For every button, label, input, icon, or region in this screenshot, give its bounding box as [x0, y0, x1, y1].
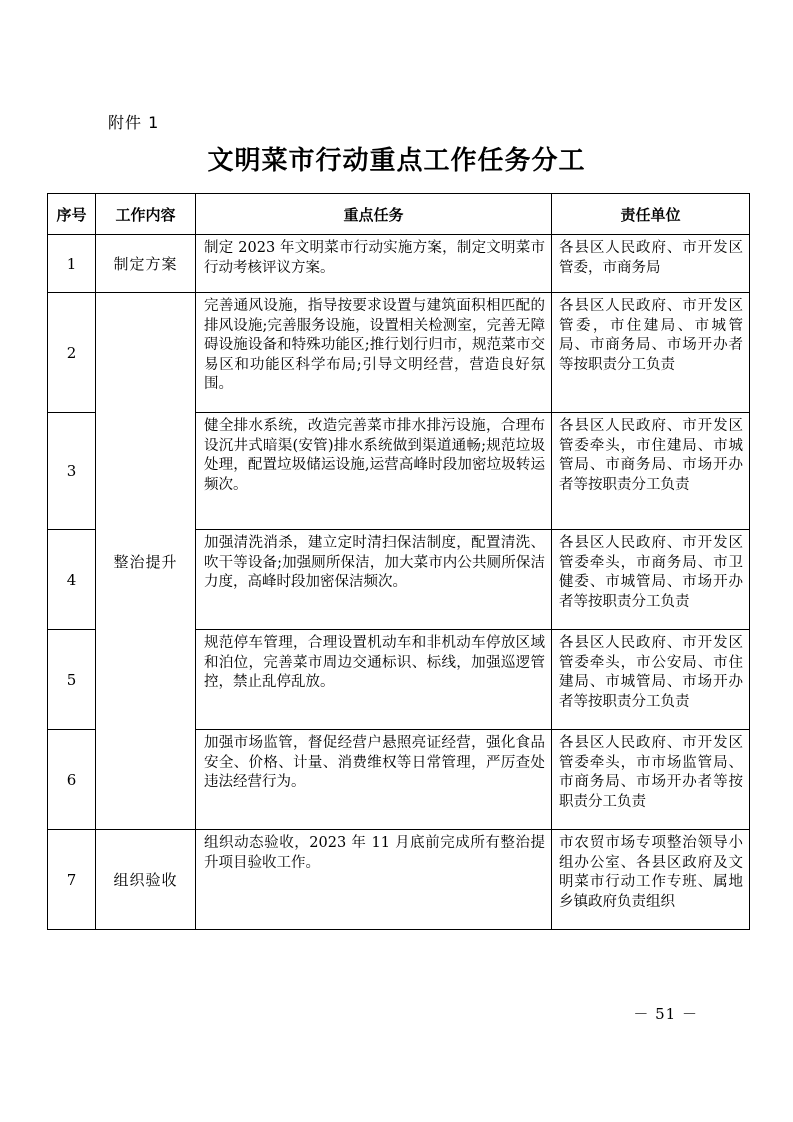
header-unit: 责任单位: [552, 194, 750, 235]
row-number: 7: [48, 830, 96, 930]
table-header-row: [48, 194, 750, 235]
row-number: 4: [48, 530, 96, 630]
header-task: 重点任务: [196, 194, 552, 235]
key-task: 规范停车管理，合理设置机动车和非机动车停放区域和泊位，完善菜市周边交通标识、标线，加强巡逻管控，禁止乱停乱放。: [196, 630, 552, 730]
key-task: 组织动态验收，2023 年 11 月底前完成所有整治提升项目验收工作。: [196, 830, 552, 930]
row-number: 2: [48, 293, 96, 413]
row-number: 5: [48, 630, 96, 730]
work-content: 整治提升: [96, 293, 196, 830]
responsible-unit: 各县区人民政府、市开发区管委牵头，市住建局、市城管局、市商务局、市场开办者等按职责分工负责: [552, 413, 750, 530]
table-row: [48, 235, 750, 293]
key-task: 完善通风设施，指导按要求设置与建筑面积相匹配的排风设施;完善服务设施，设置相关检测室，完善无障碍设施设备和特殊功能区;推行划行归市，规范菜市交易区和功能区科学布局;引导文明经营，营造良好氛围。: [196, 293, 552, 413]
key-task: 加强清洗消杀，建立定时清扫保洁制度，配置清洗、吹干等设备;加强厕所保洁，加大菜市内公共厕所保洁力度，高峰时段加密保洁频次。: [196, 530, 552, 630]
page-number: － 51 －: [633, 1005, 698, 1023]
attachment-label: 附件 1: [108, 113, 160, 132]
header-content: 工作内容: [96, 194, 196, 235]
key-task: 制定 2023 年文明菜市行动实施方案，制定文明菜市行动考核评议方案。: [196, 235, 552, 293]
responsible-unit: 各县区人民政府、市开发区管委，市住建局、市城管局、市商务局、市场开办者等按职责分工负责: [552, 293, 750, 413]
responsible-unit: 各县区人民政府、市开发区管委牵头，市公安局、市住建局、市城管局、市场开办者等按职责分工负责: [552, 630, 750, 730]
responsible-unit: 各县区人民政府、市开发区管委，市商务局: [552, 235, 750, 293]
work-content: 组织验收: [96, 830, 196, 930]
responsible-unit: 各县区人民政府、市开发区管委牵头，市商务局、市卫健委、市城管局、市场开办者等按职责分工负责: [552, 530, 750, 630]
key-task: 健全排水系统，改造完善菜市排水排污设施，合理布设沉井式暗渠(安管)排水系统做到渠道通畅;规范垃圾处理，配置垃圾储运设施,运营高峰时段加密垃圾转运频次。: [196, 413, 552, 530]
table-row: [48, 830, 750, 930]
page-title: 文明菜市行动重点工作任务分工: [207, 146, 586, 176]
row-number: 6: [48, 730, 96, 830]
responsible-unit: 各县区人民政府、市开发区管委牵头，市市场监管局、市商务局、市场开办者等按职责分工负责: [552, 730, 750, 830]
key-task: 加强市场监管，督促经营户悬照亮证经营，强化食品安全、价格、计量、消费维权等日常管理，严厉查处违法经营行为。: [196, 730, 552, 830]
row-number: 1: [48, 235, 96, 293]
table-row: [48, 293, 750, 413]
header-no: 序号: [48, 194, 96, 235]
row-number: 3: [48, 413, 96, 530]
work-content: 制定方案: [96, 235, 196, 293]
task-table: [47, 193, 750, 930]
responsible-unit: 市农贸市场专项整治领导小组办公室、各县区政府及文明菜市行动工作专班、属地乡镇政府负责组织: [552, 830, 750, 930]
